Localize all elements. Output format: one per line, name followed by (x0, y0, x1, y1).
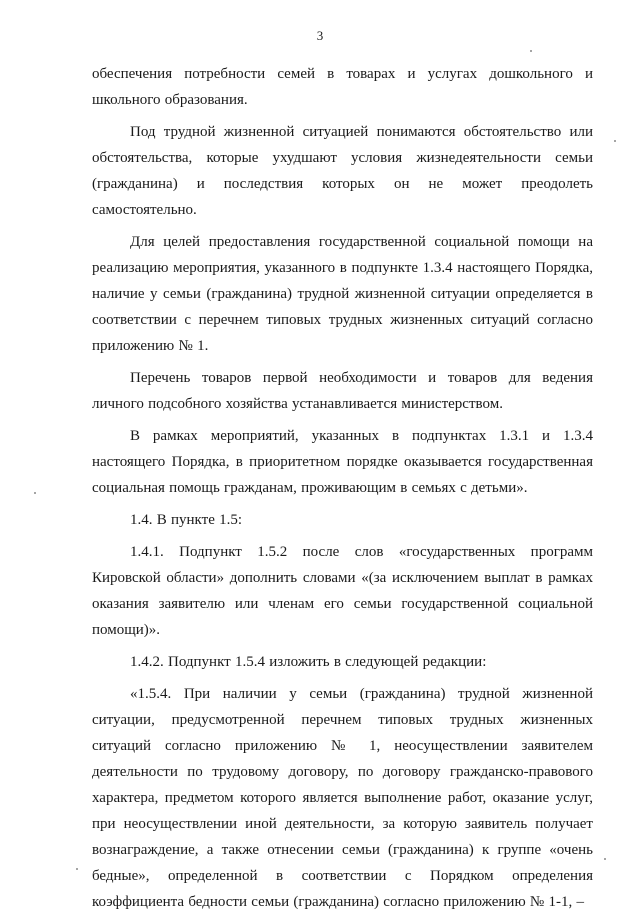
scan-speck (604, 858, 606, 860)
paragraph-clause-1-4: 1.4. В пункте 1.5: (130, 512, 243, 528)
paragraph-continuation: обеспечения потребности семей в товарах и услугах дошкольного и школьного образования. (92, 66, 593, 108)
paragraph-difficult-situation-definition: Под трудной жизненной ситуацией понимаются обстоятельство или обстоятельства, которые ухудшают условия жизнедеятельности семьи (гражданина) и последствия которых он не может преодолеть самостоятельно. (92, 124, 593, 218)
paragraph-priority-families: В рамках мероприятий, указанных в подпунктах 1.3.1 и 1.3.4 настоящего Порядка, в приоритетном порядке оказывается государственная социальная помощь гражданам, проживающим в семьях с детьми». (92, 428, 593, 496)
paragraph-clause-1-4-2: 1.4.2. Подпункт 1.5.4 изложить в следующей редакции: (130, 654, 487, 670)
scan-speck (530, 50, 532, 52)
paragraph-goods-list: Перечень товаров первой необходимости и товаров для ведения личного подсобного хозяйства устанавливается министерством. (92, 370, 593, 412)
document-body (92, 61, 593, 915)
page-number: 3 (316, 28, 324, 43)
scan-speck (76, 868, 78, 870)
scan-speck (614, 140, 616, 142)
paragraph-clause-1-5-4: «1.5.4. При наличии у семьи (гражданина) трудной жизненной ситуации, предусмотренной перечнем типовых трудных жизненных ситуаций согласно приложению № 1, неосуществлении заявителем деятельности по трудовому договору, по договору гражданско-правового характера, предметом которого является выполнение работ, оказание услуг, при неосуществлении иной деятельности, за которую заявитель получает вознаграждение, а также отнесении семьи (гражданина) к группе «очень бедные», определенной в соответствии с Порядком определения коэффициента бедности семьи (гражданина) согласно приложению № 1-1, – (92, 686, 593, 910)
paragraph-clause-1-4-1: 1.4.1. Подпункт 1.5.2 после слов «государственных программ Кировской области» дополнить словами «(за исключением выплат в рамках оказания заявителю или членам его семьи государственной социальной помощи)». (92, 544, 593, 638)
scan-speck (34, 492, 36, 494)
paragraph-assistance-purposes: Для целей предоставления государственной социальной помощи на реализацию мероприятия, указанного в подпункте 1.3.4 настоящего Порядка, наличие у семьи (гражданина) трудной жизненной ситуации определяется в соответствии с перечнем типовых трудных жизненных ситуаций согласно приложению № 1. (92, 234, 593, 354)
